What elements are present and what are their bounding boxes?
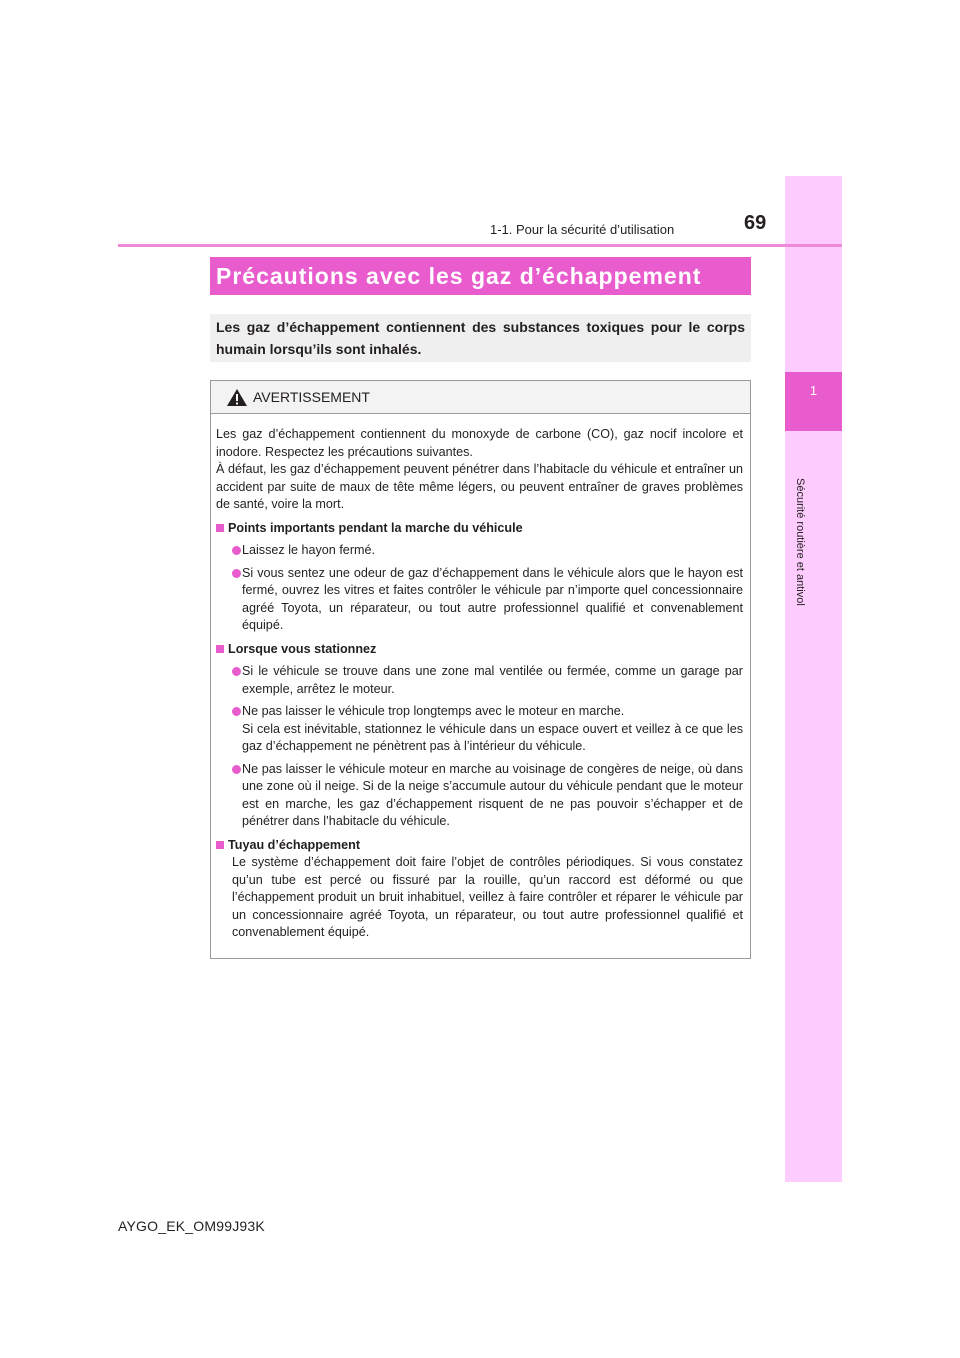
round-bullet-icon xyxy=(232,667,241,676)
list-item-text: Ne pas laisser le véhicule moteur en marche au voisinage de congères de neige, où dans une zone où il neige. Si de la neige s’accumule autour du véhicule pendant que le moteur est en marche, les gaz d’échappement risquent de ne pas pouvoir s’échapper et de pénétrer dans l’habitacle du véhicule. xyxy=(242,761,743,828)
summary-box xyxy=(210,314,751,362)
list-item xyxy=(216,565,743,635)
page-number: 69 xyxy=(744,212,767,234)
warning-intro-2: À défaut, les gaz d’échappement peuvent pénétrer dans l’habitacle du véhicule et entraîner un accident par suite de maux de tête même légers, ou peuvent entraîner de graves problèmes de santé, voire la mort. xyxy=(216,462,743,511)
warning-intro-1: Les gaz d’échappement contiennent du monoxyde de carbone (CO), gaz nocif incolore et inodore. Respectez les précautions suivantes. xyxy=(216,427,743,459)
group-heading xyxy=(216,520,743,538)
section-label: 1-1. Pour la sécurité d’utilisation xyxy=(490,222,675,237)
header-rule xyxy=(118,244,842,247)
group-heading xyxy=(216,641,743,659)
group-heading-text: Lorsque vous stationnez xyxy=(228,641,377,656)
list-item xyxy=(216,663,743,698)
chapter-tab-marker xyxy=(785,372,842,431)
list-item-text: Si le véhicule se trouve dans une zone mal ventilée ou fermée, comme un garage par exemple, arrêtez le moteur. xyxy=(242,664,743,696)
page-title: Précautions avec les gaz d’échappement xyxy=(210,257,751,295)
round-bullet-icon xyxy=(232,765,241,774)
square-bullet-icon xyxy=(216,841,224,849)
list-item-text: Ne pas laisser le véhicule trop longtemps avec le moteur en marche. xyxy=(242,704,625,718)
round-bullet-icon xyxy=(232,569,241,578)
round-bullet-icon xyxy=(232,546,241,555)
square-bullet-icon xyxy=(216,645,224,653)
warning-header xyxy=(211,381,750,414)
list-item xyxy=(216,703,743,756)
summary-text: Les gaz d’échappement contiennent des substances toxiques pour le corps humain lorsqu’ils sont inhalés. xyxy=(216,319,745,357)
warning-group-exhaust-pipe xyxy=(216,837,743,942)
list-item xyxy=(216,761,743,831)
list-item xyxy=(216,542,743,560)
group-paragraph: Le système d’échappement doit faire l’objet de contrôles périodiques. Si vous constatez qu’un tube est percé ou fissuré par la rouille, qu’un raccord est déformé ou que l’échappement produit un bruit inhabituel, veillez à faire contrôler et réparer le véhicule par un concessionnaire agréé Toyota, un réparateur, ou tout autre professionnel qualifié et convenablement équipé. xyxy=(232,855,743,939)
warning-group-parking xyxy=(216,641,743,831)
warning-label: AVERTISSEMENT xyxy=(253,389,370,405)
round-bullet-icon xyxy=(232,707,241,716)
warning-box xyxy=(210,380,751,959)
chapter-title: Sécurité routière et antivol xyxy=(794,478,806,606)
warning-group-driving xyxy=(216,520,743,635)
list-item-text: Laissez le hayon fermé. xyxy=(242,543,376,557)
group-heading-text: Points importants pendant la marche du véhicule xyxy=(228,520,523,535)
list-item-text: Si vous sentez une odeur de gaz d’échappement dans le véhicule alors que le hayon est fermé, ouvrez les vitres et faites contrôler le véhicule par n’importe quel concessionnaire agréé Toyota, un réparateur, ou tout autre professionnel qualifié et convenablement équipé. xyxy=(242,565,743,632)
warning-triangle-icon xyxy=(226,388,248,407)
chapter-number: 1 xyxy=(809,383,818,398)
group-heading-text: Tuyau d’échappement xyxy=(228,837,361,852)
square-bullet-icon xyxy=(216,524,224,532)
warning-body xyxy=(211,414,750,942)
document-code: AYGO_EK_OM99J93K xyxy=(118,1218,265,1234)
chapter-side-tab xyxy=(785,176,842,1182)
group-heading xyxy=(216,837,743,855)
list-item-continuation: Si cela est inévitable, stationnez le véhicule dans un espace ouvert et veillez à ce que les gaz d’échappement ne pénètrent pas à l’intérieur du véhicule. xyxy=(242,721,743,753)
